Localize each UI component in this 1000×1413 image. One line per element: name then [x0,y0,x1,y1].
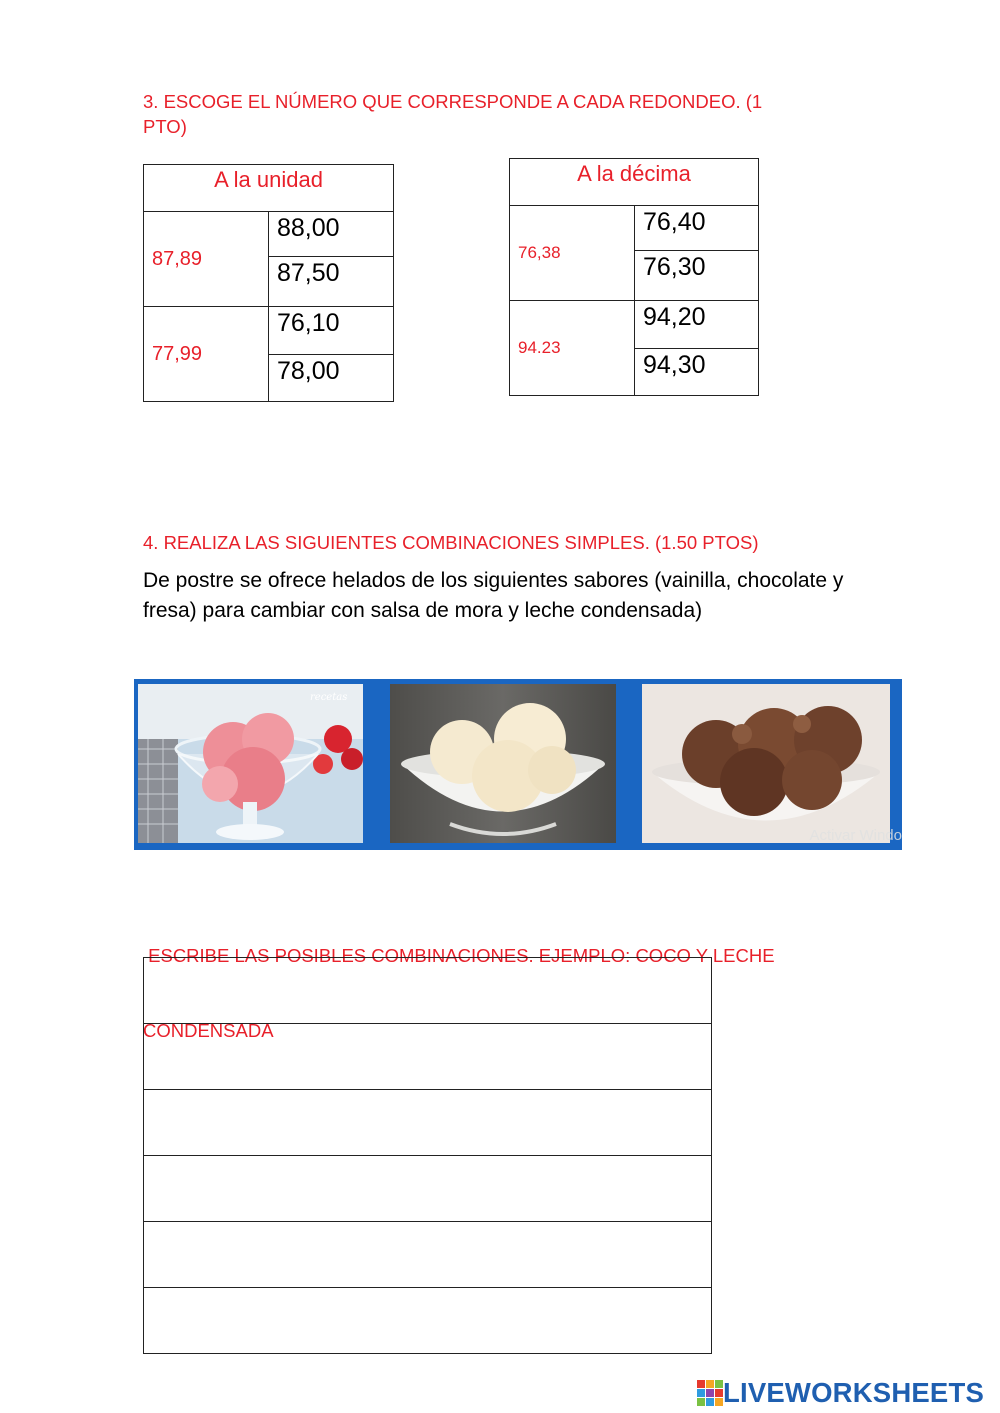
photo-watermark: recetas [310,692,348,703]
combinations-answer-table [143,957,712,1354]
chocolate-ice-cream-photo [642,684,890,843]
table-header-tenth: A la décima [510,159,759,206]
number-cell: 76,38 [510,206,635,301]
answer-row[interactable] [144,1024,712,1090]
rounding-table-tenth [509,158,759,396]
option-cell[interactable]: 76,30 [635,251,759,301]
instruction-line-2: CONDENSADA [143,1020,274,1041]
os-activation-watermark: Activar Windo [809,827,902,844]
option-cell[interactable]: 76,10 [269,307,394,355]
question-4-title: 4. REALIZA LAS SIGUIENTES COMBINACIONES SIMPLES. (1.50 PTOS) [143,532,759,553]
rounding-table-unit [143,164,394,402]
option-cell[interactable]: 88,00 [269,212,394,257]
brand-name: LIVEWORKSHEETS [723,1377,985,1408]
answer-row[interactable] [144,958,712,1024]
question-4-description: De postre se ofrece helados de los siguientes sabores (vainilla, chocolate y fresa) para cambiar con salsa de mora y leche condensada) [143,569,844,622]
liveworksheets-logo-icon [697,1380,723,1406]
option-cell[interactable]: 94,30 [635,349,759,396]
question-3-title [143,89,863,139]
option-cell[interactable]: 87,50 [269,257,394,307]
strawberry-ice-cream-photo [138,684,363,843]
number-cell: 87,89 [144,212,269,307]
instruction-line-1: ESCRIBE LAS POSIBLES COMBINACIONES. EJEMPLO: COCO Y LECHE [143,945,775,966]
answer-row[interactable] [144,1156,712,1222]
question-3-title-line-2: PTO) [143,116,187,137]
vanilla-ice-cream-photo [390,684,616,843]
answer-row[interactable] [144,1222,712,1288]
liveworksheets-brand [697,1378,984,1408]
option-cell[interactable]: 94,20 [635,301,759,349]
option-cell[interactable]: 78,00 [269,355,394,402]
number-cell: 77,99 [144,307,269,402]
answer-row[interactable] [144,1288,712,1354]
question-3-title-line-1: 3. ESCOGE EL NÚMERO QUE CORRESPONDE A CADA REDONDEO. (1 [143,91,763,112]
number-cell: 94.23 [510,301,635,396]
ice-cream-image-strip [134,679,902,850]
option-cell[interactable]: 76,40 [635,206,759,251]
table-header-unit: A la unidad [144,165,394,212]
answer-row[interactable] [144,1090,712,1156]
